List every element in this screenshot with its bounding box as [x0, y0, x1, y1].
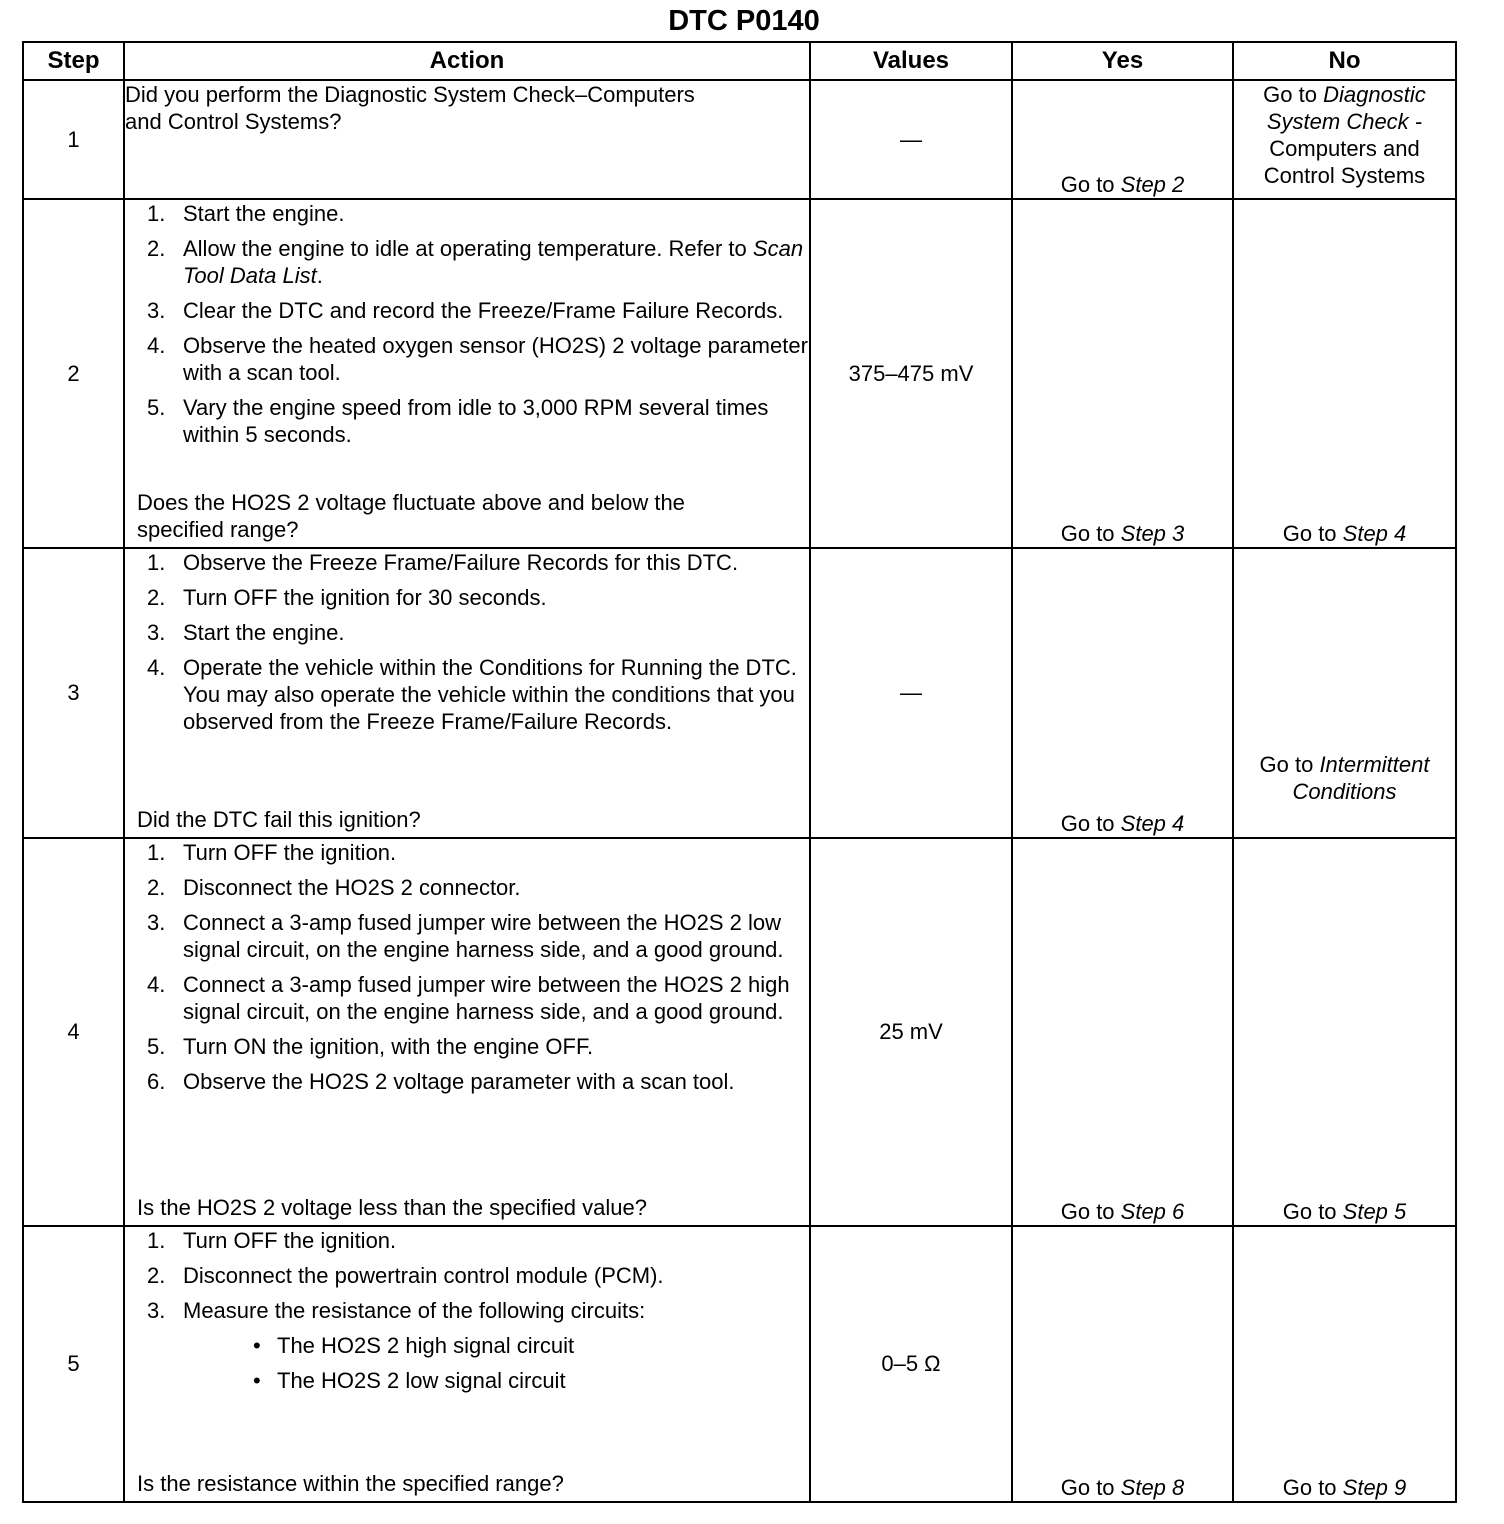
no-target: Diagnostic System Check - — [1266, 82, 1426, 134]
action-step-text: Observe the heated oxygen sensor (HO2S) 2 voltage parameter with a scan tool. — [183, 333, 808, 385]
no-target: Step 5 — [1342, 1199, 1407, 1224]
action-step-number: 4. — [147, 972, 166, 997]
action-step — [125, 549, 809, 576]
yes-target: Step 4 — [1120, 811, 1185, 836]
action-step-number: 3. — [147, 620, 166, 645]
action-steps — [125, 549, 809, 735]
value-cell: 25 mV — [810, 838, 1012, 1226]
action-step-number: 5. — [147, 395, 166, 420]
action-step-text: Turn OFF the ignition for 30 seconds. — [183, 585, 547, 610]
action-step-text: Disconnect the powertrain control module (PCM). — [183, 1263, 664, 1288]
step-number: 1 — [23, 80, 124, 199]
action-step-number: 2. — [147, 1263, 166, 1288]
value-cell: 375–475 mV — [810, 199, 1012, 548]
action-step-text: Disconnect the HO2S 2 connector. — [183, 875, 521, 900]
step-number: 3 — [23, 548, 124, 838]
action-step-after: . — [316, 263, 323, 288]
action-step-text: Turn OFF the ignition. — [183, 1228, 397, 1253]
no-prefix: Go to — [1282, 1199, 1343, 1224]
action-step-text: Allow the engine to idle at operating temperature. Refer to — [183, 236, 753, 261]
no-cell — [1233, 1226, 1456, 1502]
action-question: Did the DTC fail this ignition? — [137, 807, 421, 832]
header-values: Values — [810, 42, 1012, 80]
action-step — [125, 619, 809, 646]
action-step — [125, 909, 809, 963]
action-cell — [124, 199, 810, 548]
action-step-number: 3. — [147, 910, 166, 935]
action-cell — [124, 548, 810, 838]
action-step — [125, 584, 809, 611]
no-cell — [1233, 80, 1456, 199]
action-step-number: 2. — [147, 585, 166, 610]
no-goto[interactable] — [1234, 751, 1455, 805]
yes-cell — [1012, 548, 1233, 838]
no-cell — [1233, 548, 1456, 838]
action-cell — [124, 1226, 810, 1502]
no-goto[interactable] — [1234, 1474, 1455, 1501]
action-step-number: 4. — [147, 333, 166, 358]
action-step-text: Observe the Freeze Frame/Failure Records for this DTC. — [183, 550, 739, 575]
step-number: 4 — [23, 838, 124, 1226]
action-step-number: 1. — [147, 840, 166, 865]
action-step — [125, 1033, 809, 1060]
yes-cell — [1012, 199, 1233, 548]
value-cell: — — [810, 548, 1012, 838]
action-step — [125, 874, 809, 901]
no-prefix: Go to — [1259, 752, 1320, 777]
action-question: Is the HO2S 2 voltage less than the specified value? — [137, 1195, 647, 1220]
action-step — [125, 235, 809, 289]
yes-cell — [1012, 1226, 1233, 1502]
yes-target: Step 2 — [1120, 172, 1185, 197]
action-steps — [125, 839, 809, 1095]
step-number: 2 — [23, 199, 124, 548]
yes-cell — [1012, 80, 1233, 199]
action-step-text: Connect a 3-amp fused jumper wire between the HO2S 2 low signal circuit, on the engine harness side, and a good ground. — [183, 910, 784, 962]
no-target: Step 4 — [1342, 521, 1407, 546]
yes-goto[interactable] — [1013, 1198, 1232, 1225]
action-step — [125, 1297, 809, 1394]
action-step-number: 5. — [147, 1034, 166, 1059]
header-no: No — [1233, 42, 1456, 80]
yes-cell — [1012, 838, 1233, 1226]
action-step — [125, 971, 809, 1025]
action-step-text: Turn OFF the ignition. — [183, 840, 397, 865]
no-cell — [1233, 199, 1456, 548]
action-step-text: Vary the engine speed from idle to 3,000 RPM several times within 5 seconds. — [183, 395, 769, 447]
header-row — [23, 42, 1456, 80]
no-suffix: Computers and Control Systems — [1263, 136, 1426, 188]
yes-goto[interactable] — [1013, 810, 1232, 837]
action-cell — [124, 80, 810, 199]
step-row — [23, 548, 1456, 838]
action-step-number: 1. — [147, 550, 166, 575]
sub-list — [183, 1332, 809, 1394]
header-action: Action — [124, 42, 810, 80]
action-step-number: 3. — [147, 1298, 166, 1323]
header-yes: Yes — [1012, 42, 1233, 80]
header-step: Step — [23, 42, 124, 80]
no-goto[interactable] — [1234, 1198, 1455, 1225]
no-target: Step 9 — [1342, 1475, 1407, 1500]
no-prefix: Go to — [1282, 521, 1343, 546]
dtc-table — [22, 41, 1457, 1503]
no-prefix: Go to — [1263, 82, 1324, 107]
yes-prefix: Go to — [1060, 811, 1121, 836]
page-title: DTC P0140 — [668, 5, 820, 37]
yes-target: Step 3 — [1120, 521, 1185, 546]
action-step — [125, 654, 809, 735]
no-target: Intermittent Conditions — [1292, 752, 1430, 804]
action-step-text: Start the engine. — [183, 620, 345, 645]
action-intro: Did you perform the Diagnostic System Check–Computers and Control Systems? — [125, 82, 695, 134]
step-row — [23, 80, 1456, 199]
yes-goto[interactable] — [1013, 520, 1232, 547]
action-step-number: 2. — [147, 875, 166, 900]
yes-target: Step 6 — [1120, 1199, 1185, 1224]
action-step — [125, 297, 809, 324]
sub-item: • The HO2S 2 low signal circuit — [183, 1367, 809, 1394]
yes-target: Step 8 — [1120, 1475, 1185, 1500]
value-cell: 0–5 Ω — [810, 1226, 1012, 1502]
action-step — [125, 394, 809, 448]
yes-prefix: Go to — [1060, 1475, 1121, 1500]
action-step-text: Operate the vehicle within the Conditions for Running the DTC. You may also operate the vehicle within the conditions that you observed from the Freeze Frame/Failure Records. — [183, 655, 797, 734]
yes-goto[interactable] — [1013, 171, 1232, 198]
step-row — [23, 1226, 1456, 1502]
value-cell: — — [810, 80, 1012, 199]
action-step-text: Connect a 3-amp fused jumper wire between the HO2S 2 high signal circuit, on the engine harness side, and a good ground. — [183, 972, 790, 1024]
action-step-text: Clear the DTC and record the Freeze/Frame Failure Records. — [183, 298, 784, 323]
action-step-number: 3. — [147, 298, 166, 323]
step-row — [23, 838, 1456, 1226]
action-step-text: Start the engine. — [183, 201, 345, 226]
action-step — [125, 1068, 809, 1095]
no-cell — [1233, 838, 1456, 1226]
action-question: Does the HO2S 2 voltage fluctuate above and below the specified range? — [137, 490, 685, 542]
yes-prefix: Go to — [1060, 172, 1121, 197]
step-row — [23, 199, 1456, 548]
action-step — [125, 1262, 809, 1289]
action-steps — [125, 1227, 809, 1394]
action-step-number: 2. — [147, 236, 166, 261]
yes-prefix: Go to — [1060, 1199, 1121, 1224]
action-steps — [125, 200, 809, 448]
action-step-text: Measure the resistance of the following circuits: — [183, 1298, 646, 1323]
no-goto[interactable] — [1234, 520, 1455, 547]
action-step-text: Turn ON the ignition, with the engine OFF. — [183, 1034, 594, 1059]
action-step-text: Observe the HO2S 2 voltage parameter with a scan tool. — [183, 1069, 735, 1094]
yes-goto[interactable] — [1013, 1474, 1232, 1501]
action-cell — [124, 838, 810, 1226]
action-step-number: 1. — [147, 201, 166, 226]
action-step — [125, 839, 809, 866]
action-step-ref: Scan Tool Data List — [183, 236, 804, 288]
action-step-number: 6. — [147, 1069, 166, 1094]
yes-prefix: Go to — [1060, 521, 1121, 546]
no-goto[interactable] — [1234, 81, 1455, 189]
action-step — [125, 200, 809, 227]
action-step — [125, 1227, 809, 1254]
sub-item: • The HO2S 2 high signal circuit — [183, 1332, 809, 1359]
action-step — [125, 332, 809, 386]
action-question: Is the resistance within the specified range? — [137, 1471, 564, 1496]
action-step-number: 1. — [147, 1228, 166, 1253]
no-prefix: Go to — [1282, 1475, 1343, 1500]
step-number: 5 — [23, 1226, 124, 1502]
action-step-number: 4. — [147, 655, 166, 680]
